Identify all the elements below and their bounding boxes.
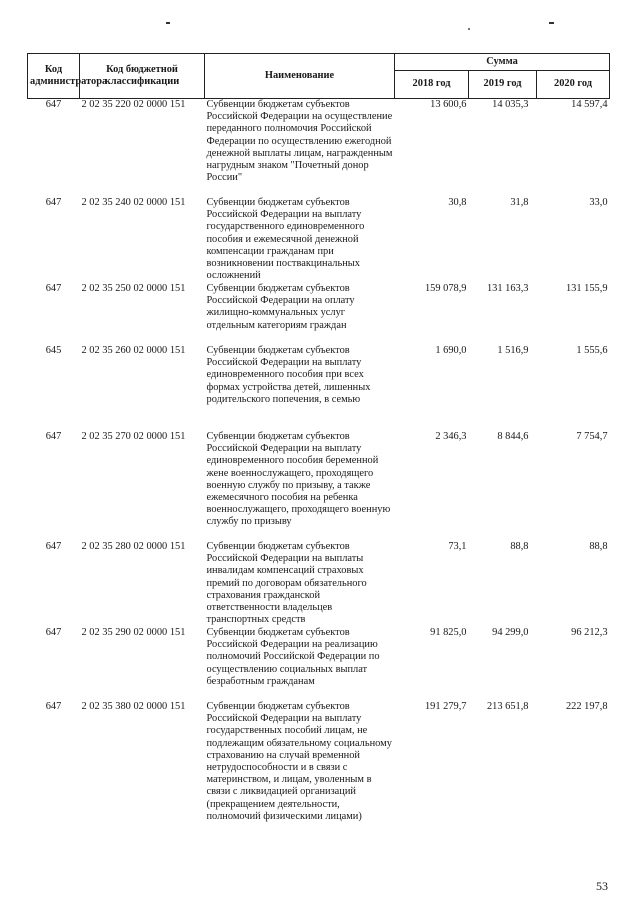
- value-2020-cell: 222 197,8: [565, 701, 608, 712]
- header-year-2019: 2019 год: [469, 71, 537, 99]
- admin-code-cell: 647: [45, 627, 62, 638]
- value-2020-cell: 14 597,4: [571, 99, 608, 110]
- admin-code-cell: 647: [45, 197, 62, 208]
- budget-code-cell: 2 02 35 240 02 0000 151: [81, 197, 186, 208]
- value-2018-cell: 191 279,7: [424, 701, 467, 712]
- name-cell: Субвенции бюджетам субъектов Российской Федерации на выплату государственных пособий лицам, не подлежащим обязательному социальному страхованию на случай временной нетрудоспособности и в связи с материнством, и лицам, уволенным в связи с ликвидацией организаций (прекращением деятельности, полномочий физическими лицами): [206, 701, 392, 822]
- admin-code-cell: 647: [45, 431, 62, 442]
- budget-code-cell: 2 02 35 380 02 0000 151: [81, 701, 186, 712]
- value-2018-cell: 159 078,9: [424, 283, 467, 294]
- value-2020-cell: 131 155,9: [565, 283, 608, 294]
- admin-code-cell: 647: [45, 99, 62, 110]
- table-row: [28, 197, 610, 283]
- value-2019-cell: 31,8: [510, 197, 529, 208]
- value-2018-cell: 30,8: [448, 197, 467, 208]
- page-number: 53: [596, 879, 608, 893]
- value-2020-cell: 7 754,7: [576, 431, 608, 442]
- value-2018-cell: 1 690,0: [435, 345, 467, 356]
- header-budget-class-code: Код бюджетной классификации: [80, 54, 205, 99]
- budget-code-cell: 2 02 35 220 02 0000 151: [81, 99, 186, 110]
- table-row: [28, 283, 610, 345]
- value-2019-cell: 88,8: [510, 541, 529, 552]
- header-sum: Сумма: [395, 54, 610, 71]
- name-cell: Субвенции бюджетам субъектов Российской Федерации на выплату единовременного пособия при всех формах устройства детей, лишенных родительского попечения, в семью: [206, 345, 371, 405]
- value-2020-cell: 33,0: [589, 197, 608, 208]
- name-cell: Субвенции бюджетам субъектов Российской Федерации на выплату государственного единовременного пособия и ежемесячной денежной компенсации гражданам при возникновении поствакцинальных осложнений: [206, 197, 365, 282]
- value-2019-cell: 14 035,3: [492, 99, 529, 110]
- name-cell: Субвенции бюджетам субъектов Российской Федерации на оплату жилищно-коммунальных услуг отдельным категориям граждан: [206, 283, 355, 331]
- value-2019-cell: 8 844,6: [497, 431, 529, 442]
- table-row: [28, 701, 610, 849]
- admin-code-cell: 647: [45, 701, 62, 712]
- value-2019-cell: 94 299,0: [492, 627, 529, 638]
- budget-table: [27, 53, 610, 849]
- budget-code-cell: 2 02 35 290 02 0000 151: [81, 627, 186, 638]
- scan-speck: [166, 22, 170, 24]
- name-cell: Субвенции бюджетам субъектов Российской Федерации на выплаты инвалидам компенсаций страховых премий по договорам обязательного страхования гражданской ответственности владельцев транспортных средств: [206, 541, 367, 626]
- budget-code-cell: 2 02 35 250 02 0000 151: [81, 283, 186, 294]
- value-2018-cell: 2 346,3: [435, 431, 467, 442]
- admin-code-cell: 645: [45, 345, 62, 356]
- header-year-2020: 2020 год: [537, 71, 610, 99]
- budget-code-cell: 2 02 35 260 02 0000 151: [81, 345, 186, 356]
- value-2019-cell: 213 651,8: [486, 701, 529, 712]
- value-2020-cell: 88,8: [589, 541, 608, 552]
- scan-speck: [468, 28, 470, 30]
- table-row: [28, 345, 610, 431]
- table-row: [28, 627, 610, 701]
- value-2018-cell: 91 825,0: [430, 627, 467, 638]
- value-2019-cell: 131 163,3: [486, 283, 529, 294]
- table-row: [28, 99, 610, 198]
- value-2019-cell: 1 516,9: [497, 345, 529, 356]
- budget-code-cell: 2 02 35 270 02 0000 151: [81, 431, 186, 442]
- name-cell: Субвенции бюджетам субъектов Российской Федерации на реализацию полномочий Российской Федерации по осуществлению социальных выплат безработным гражданам: [206, 627, 380, 687]
- admin-code-cell: 647: [45, 541, 62, 552]
- scan-speck: [549, 22, 554, 24]
- value-2018-cell: 73,1: [448, 541, 467, 552]
- value-2018-cell: 13 600,6: [430, 99, 467, 110]
- header-year-2018: 2018 год: [395, 71, 469, 99]
- budget-code-cell: 2 02 35 280 02 0000 151: [81, 541, 186, 552]
- table-row: [28, 431, 610, 541]
- admin-code-cell: 647: [45, 283, 62, 294]
- header-admin-code: Код администратора: [28, 54, 80, 99]
- name-cell: Субвенции бюджетам субъектов Российской Федерации на выплату единовременного пособия беременной жене военнослужащего, проходящего военную службу по призыву, а также ежемесячного пособия на ребенка военнослужащего, проходящего военную службу по призыву: [206, 431, 391, 528]
- table-row: [28, 541, 610, 627]
- name-cell: Субвенции бюджетам субъектов Российской Федерации на осуществление переданного полномочия Российской Федерации по осуществлению ежегодной денежной выплаты лицам, награжденным нагрудным знаком "Почетный донор России": [206, 99, 393, 184]
- table-header: [28, 54, 610, 99]
- value-2020-cell: 1 555,6: [576, 345, 608, 356]
- header-name: Наименование: [205, 54, 395, 99]
- value-2020-cell: 96 212,3: [571, 627, 608, 638]
